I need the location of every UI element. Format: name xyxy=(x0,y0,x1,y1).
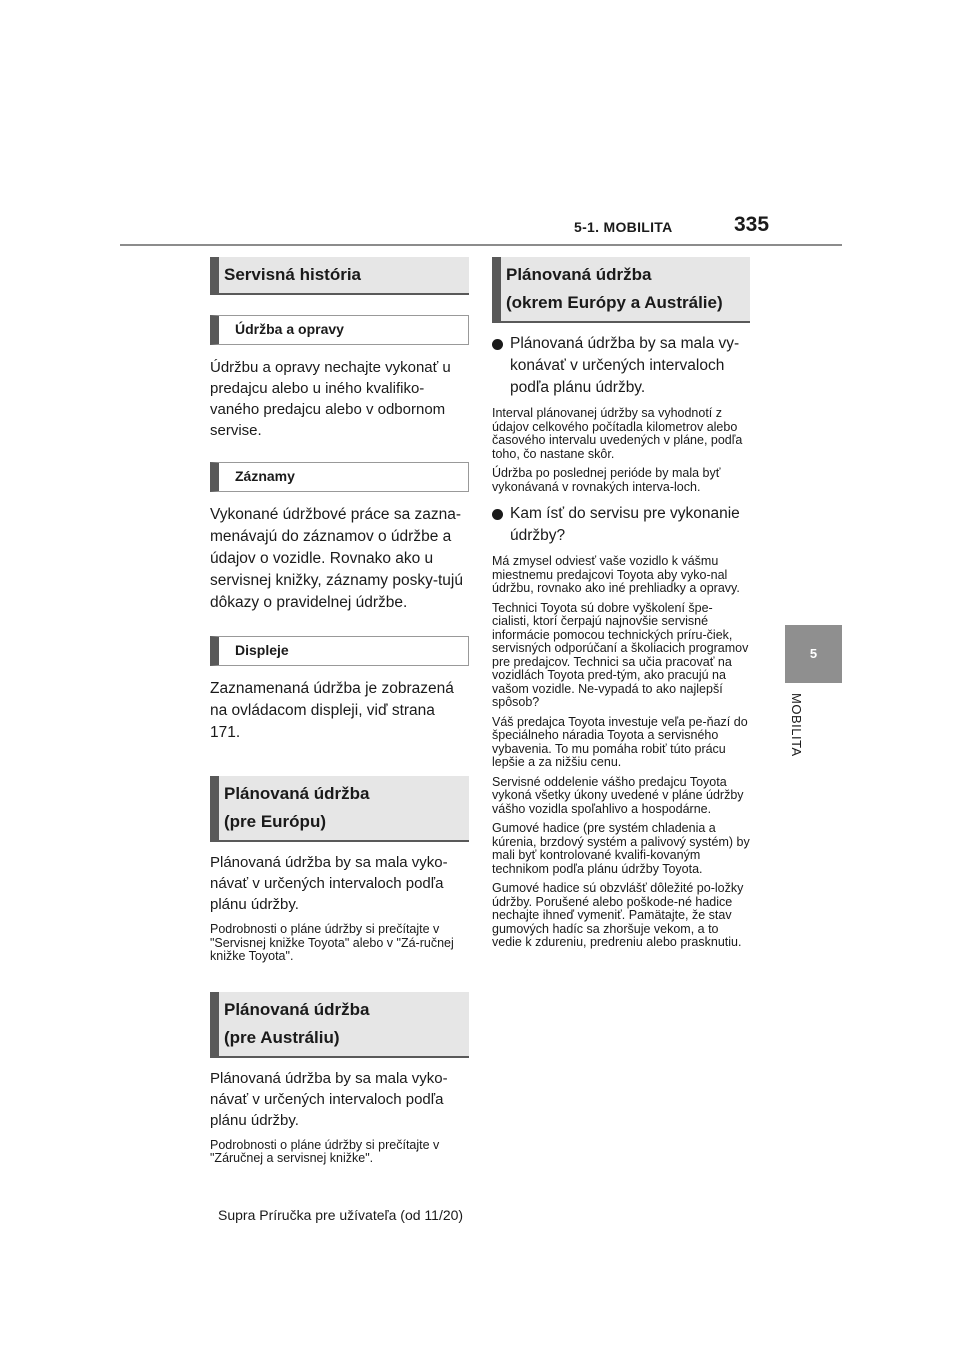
page-number: 335 xyxy=(734,213,770,236)
section-title: 5-1. MOBILITA xyxy=(574,219,673,235)
heading-line-1: Plánovaná údržba xyxy=(224,784,370,803)
paragraph-zaznamy: Vykonané údržbové práce sa zazna-menávajú do záznamov o údržbe a údajov o vozidle. Rovnako ako u servisnej knižky, záznamy posky-tujú dôkazy o pravidelnej údržbe. xyxy=(210,506,463,611)
paragraph-posledna-perioda: Údržba po poslednej perióde by mala byť vykonávaná v rovnakých interva-loch. xyxy=(492,466,721,494)
paragraph-australia: Plánovaná údržba by sa mala vyko-návať v určených intervaloch podľa plánu údržby. xyxy=(210,1069,448,1129)
paragraph-europa: Plánovaná údržba by sa mala vyko-návať v určených intervaloch podľa plánu údržby. xyxy=(210,854,448,913)
heading-line-1: Plánovaná údržba xyxy=(506,265,652,284)
bullet-text: Plánovaná údržba by sa mala vy-konávať v určených intervaloch podľa plánu údržby. xyxy=(510,335,740,396)
note-europa: Podrobnosti o pláne údržby si prečítajte v "Servisnej knižke Toyota" alebo v "Zá-ručnej knižke Toyota". xyxy=(210,922,454,963)
paragraph-technici: Technici Toyota sú dobre vyškolení špe-cialisti, ktorí čerpajú najnovšie servisné informácie pomocou technických príru-čiek, servisných odporúčaní a školiacich programov pre predajcov. Technici sa učia pracovať na vozidlách Toyota pred-tým, ako pracujú na vašom vozidle. Ne-vypadá to ako najlepší spôsob? xyxy=(492,600,749,709)
paragraph-displeje: Zaznamenaná údržba je zobrazená na ovládacom displeji, viď strana 171. xyxy=(210,680,454,741)
paragraph-hadice-kontrola: Gumové hadice (pre systém chladenia a kúrenia, brzdový systém a palivový systém) by mali byť kontrolované kvalifi-kovaným technikom podľa plánu údržby Toyota. xyxy=(492,821,750,876)
section-heading-okrem-europy xyxy=(492,257,750,323)
right-column xyxy=(492,257,750,950)
subheading-text: Záznamy xyxy=(235,468,295,484)
chapter-tab[interactable]: 5 xyxy=(785,625,842,683)
heading-line-2: (pre Európu) xyxy=(224,812,326,831)
subheading-text: Displeje xyxy=(235,642,289,658)
bullet-icon xyxy=(492,339,503,350)
heading-line-1: Plánovaná údržba xyxy=(224,999,370,1019)
subheading-udrzba xyxy=(210,315,469,345)
paragraph-udrzba: Údržbu a opravy nechajte vykonať u predajcu alebo u iného kvalifiko-vaného predajcu alebo v odbornom servise. xyxy=(210,359,451,439)
bullet-icon xyxy=(492,509,503,520)
left-column xyxy=(210,257,469,1166)
bullet-text: Kam ísť do servisu pre vykonanie údržby? xyxy=(510,505,740,544)
heading-text: Servisná história xyxy=(224,265,362,284)
subheading-text: Údržba a opravy xyxy=(235,321,344,337)
heading-line-2: (okrem Európy a Austrálie) xyxy=(506,293,723,312)
chapter-label: MOBILITA xyxy=(789,693,804,757)
paragraph-predajca: Má zmysel odviesť vaše vozidlo k vášmu miestnemu predajcovi Toyota aby vyko-nal údržbu, rovnako ako iné prehliadky a opravy. xyxy=(492,554,740,595)
note-australia: Podrobnosti o pláne údržby si prečítajte v "Záručnej a servisnej knižke". xyxy=(210,1137,440,1165)
paragraph-hadice-dolezite: Gumové hadice sú obzvlášť dôležité po-ložky údržby. Porušené alebo poškode-né hadice nechajte ihneď vymeniť. Pamätajte, že stav gumových hadíc sa zhoršuje vekom, a to vedie k zdureniu, predreniu alebo prasknutiu. xyxy=(492,881,744,949)
section-heading-europa xyxy=(210,776,469,842)
footer-text: Supra Príručka pre užívateľa (od 11/20) xyxy=(218,1207,464,1223)
section-heading-servisna-historia xyxy=(210,257,469,295)
bullet-item-interval xyxy=(492,333,750,399)
paragraph-naradie: Váš predajca Toyota investuje veľa pe-ňazí do špeciálneho náradia Toyota a servisného vybavenia. To mu pomáha robiť túto prácu lepšie a za nižšiu cenu. xyxy=(492,714,748,769)
bullet-item-kam-ist xyxy=(492,503,750,547)
header-divider xyxy=(120,244,842,246)
section-heading-australia xyxy=(210,992,469,1058)
heading-line-2: (pre Austráliu) xyxy=(224,1027,340,1047)
subheading-zaznamy xyxy=(210,462,469,492)
paragraph-interval: Interval plánovanej údržby sa vyhodnotí z údajov celkového počítadla kilometrov alebo časového intervalu uvedených v pláne, podľa toho, čo nastane skôr. xyxy=(492,406,743,461)
paragraph-servisne-oddelenie: Servisné oddelenie vášho predajcu Toyota vykoná všetky úkony uvedené v pláne údržby vášho vozidla spoľahlivo a hospodárne. xyxy=(492,774,744,816)
subheading-displeje xyxy=(210,636,469,666)
